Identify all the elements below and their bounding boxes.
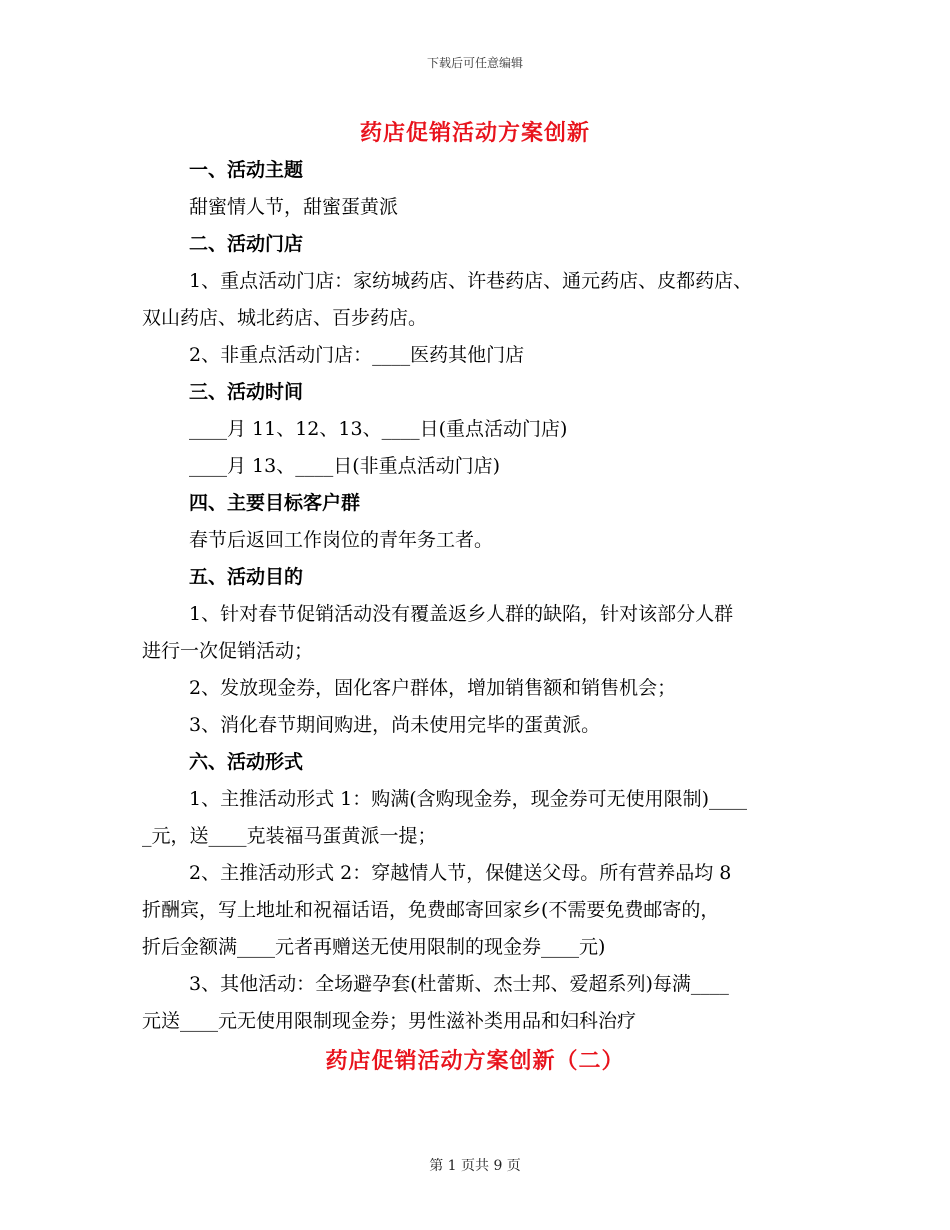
paragraph-line: 2、发放现金券，固化客户群体，增加销售额和销售机会； (189, 677, 677, 699)
document-title: 药店促销活动方案创新 (359, 121, 590, 146)
paragraph-line: 1、重点活动门店：家纺城药店、许巷药店、通元药店、皮都药店、 (189, 270, 753, 292)
paragraph-line: 元送____元无使用限制现金券；男性滋补类用品和妇科治疗 (142, 1010, 637, 1032)
paragraph-line: 双山药店、城北药店、百步药店。 (142, 307, 428, 329)
paragraph-line: 1、针对春节促销活动没有覆盖返乡人群的缺陷，针对该部分人群 (189, 603, 734, 625)
section-heading: 一、活动主题 (189, 159, 304, 181)
paragraph-line: 进行一次促销活动； (142, 640, 314, 662)
section-heading: 五、活动目的 (189, 566, 304, 588)
section-title-2: 药店促销活动方案创新（二） (325, 1049, 625, 1074)
section-heading: 四、主要目标客户群 (189, 492, 361, 514)
paragraph-line: ____月 13、____日(非重点活动门店) (189, 455, 501, 477)
paragraph-line: 2、非重点活动门店：____医药其他门店 (189, 344, 525, 366)
page-footer: 第 1 页共 9 页 (429, 1158, 521, 1174)
paragraph-line: 3、其他活动：全场避孕套(杜蕾斯、杰士邦、爱超系列)每满____ (189, 973, 729, 995)
paragraph-line: 3、消化春节期间购进，尚未使用完毕的蛋黄派。 (189, 714, 601, 736)
paragraph-line: 1、主推活动形式 1：购满(含购现金券，现金券可无使用限制)____ (189, 788, 748, 810)
paragraph-line: 甜蜜情人节，甜蜜蛋黄派 (189, 196, 399, 218)
section-heading: 三、活动时间 (189, 381, 304, 403)
paragraph-line: 折酬宾，写上地址和祝福话语，免费邮寄回家乡(不需要免费邮寄的， (142, 899, 720, 921)
section-heading: 六、活动形式 (189, 751, 304, 773)
paragraph-line: 2、主推活动形式 2：穿越情人节，保健送父母。所有营养品均 8 (189, 862, 732, 884)
paragraph-line: ____月 11、12、13、____日(重点活动门店) (189, 418, 568, 440)
paragraph-line: 春节后返回工作岗位的青年务工者。 (189, 529, 494, 551)
paragraph-line: _元，送____克装福马蛋黄派一提； (142, 825, 437, 847)
header-note: 下载后可任意编辑 (426, 56, 523, 70)
paragraph-line: 折后金额满____元者再赠送无使用限制的现金券____元) (142, 936, 606, 958)
section-heading: 二、活动门店 (189, 233, 304, 255)
document-body (142, 152, 822, 1040)
